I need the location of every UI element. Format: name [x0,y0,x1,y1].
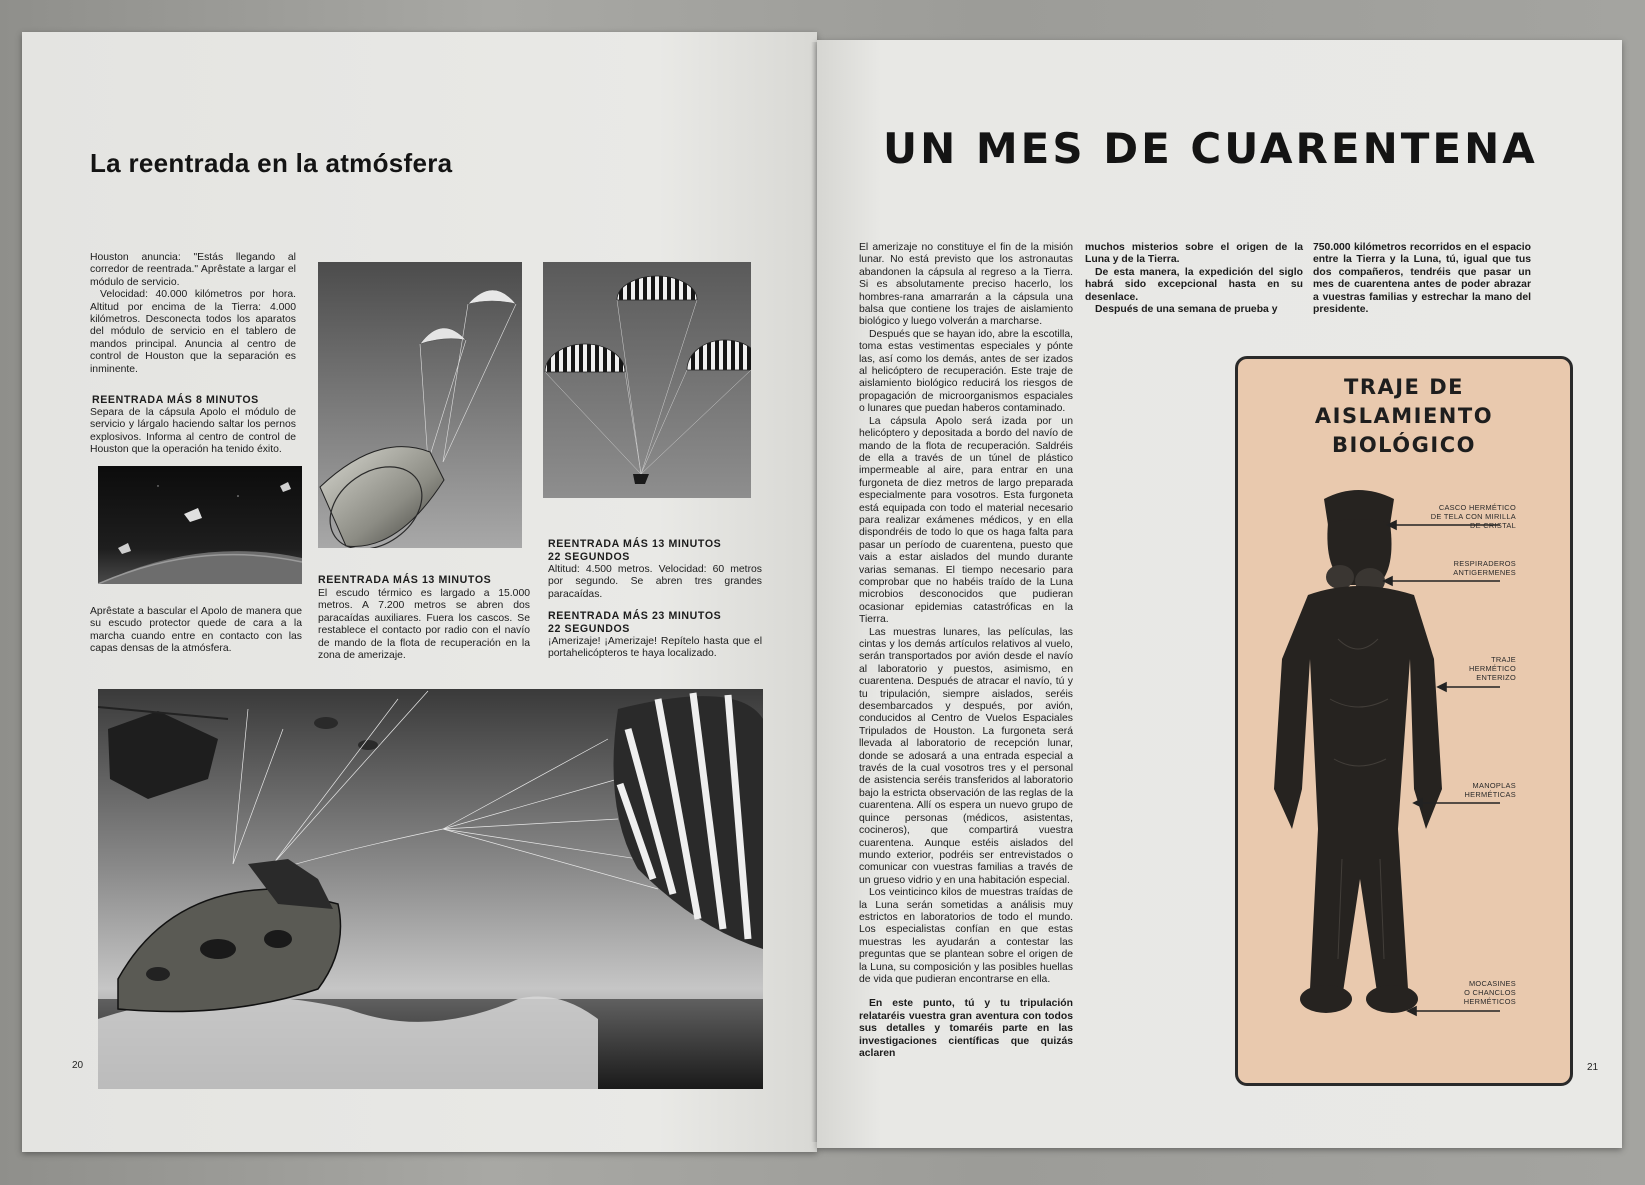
intro-paragraph: Velocidad: 40.000 kilómetros por hora. Altitud por encima de la Tierra: 4.000 kilómetros. Desconecta todos los aparatos del módulo de servicio en el tablero de mandos principal. Anuncia al centro de control de Houston que la separación es inminente. [90,289,296,375]
article-paragraph: Los veinticinco kilos de muestras traídas de la Luna serán sometidas a análisis muy estrictos en laboratorios de todo el mundo. Los especialistas confían en que estas muestras les ayudarán a contestar las preguntas que se plantean sobre el origen de la Luna, su composición y las posibles huellas de vida que pudieran encontrarse en ella. [859,887,1073,985]
article-paragraph: En este punto, tú y tu tripulación relataréis vuestra gran aventura con todos sus detalles y tomaréis parte en las investigaciones científicas que quizás aclaren [859,998,1073,1059]
article-paragraph: muchos misterios sobre el origen de la Luna y de la Tierra. [1085,242,1303,266]
article-column-1 [859,242,1073,1060]
callout-line: RESPIRADEROS [1453,559,1516,568]
article-column-2 [1085,242,1303,316]
section-heading-line: 22 SEGUNDOS [548,622,630,635]
left-page-title: La reentrada en la atmósfera [90,148,453,178]
section-text: ¡Amerizaje! ¡Amerizaje! Repítelo hasta que el portahelicópteros te haya localizado. [548,636,762,660]
article-column-3 [1313,242,1531,316]
article-paragraph: Las muestras lunares, las películas, las cintas y los demás artículos relativos al vuelo, serán transportados por avión desde el navío al laboratorio y puestos, asimismo, en cuarentena. Después de atracar el navío, tú y tu tripulación, siempre aislados, seréis desembarcados y después, por avión, conducidos al Centro de Vuelos Espaciales Tripulados de Houston. La furgoneta será llevada al laboratorio de recepción lunar, donde se adosará a una entrada especial a través de la cual vosotros tres y el personal de asistencia seréis transferidos al laboratorio bajo la estricta observación de las reglas de la cuarentena. Allí os espera un nuevo grupo de quince personas (médicos, asistentas, cocineros), que compartirá vuestra cuarentena. Aunque estéis aislados del mundo exterior, podréis ser entrevistados o comunicar con vuestras familias a través de un grueso vidrio y en una habitación especial. [859,626,1073,886]
splashdown-illustration [98,689,763,1089]
callout-line: HERMÉTICAS [1464,790,1516,799]
callout-boots [1464,979,1516,1006]
callout-gloves [1465,781,1516,799]
left-page [22,32,817,1152]
callout-line: DE CRISTAL [1470,521,1516,530]
main-parachutes-photo [543,262,751,498]
section-text: El escudo térmico es largado a 15.000 metros. A 7.200 metros se abren dos paracaídas auxiliares. Fuera los cascos. Se restablece el contacto por radio con el navío de mando de la flota de recuperación en la zona de amerizaje. [318,588,530,662]
callout-line: TRAJE [1491,655,1516,664]
section-heading [548,610,762,635]
isolation-suit-figure [1238,359,1573,1086]
article-paragraph: De esta manera, la expedición del siglo habrá sido excepcional hasta en su desenlace. [1085,266,1303,303]
section-heading-line: REENTRADA MÁS 23 MINUTOS [548,610,722,622]
right-page [817,40,1622,1148]
article-paragraph: El amerizaje no constituye el fin de la misión lunar. No está previsto que los astronautas abandonen la cápsula al regreso a la Tierra. Si es absolutamente preciso hacerlo, los hombres-rana amarrarán a la cápsula una balsa que contiene los trajes de aislamiento biológico y luego volverán a marcharse. [859,242,1073,328]
right-page-title: UN MES DE CUARENTENA [883,124,1538,173]
drogue-parachutes-photo [318,262,522,548]
callout-line: HERMÉTICOS [1463,997,1516,1006]
callout-helmet [1431,503,1516,530]
section-heading: REENTRADA MÁS 8 MINUTOS [92,394,259,406]
section-heading-line: 22 SEGUNDOS [548,550,630,563]
page-number: 20 [72,1060,84,1071]
callout-line: CASCO HERMÉTICO [1438,503,1516,512]
section-heading: REENTRADA MÁS 13 MINUTOS [318,574,492,586]
callout-respirators [1453,559,1516,577]
intro-text [90,252,296,376]
section-heading-line: REENTRADA MÁS 13 MINUTOS [548,538,722,550]
isolation-suit-box [1235,356,1573,1086]
callout-line: DE TELA CON MIRILLA [1430,512,1516,521]
callout-line: MANOPLAS [1472,781,1516,790]
section-text: Altitud: 4.500 metros. Velocidad: 60 metros por segundo. Se abren tres grandes paracaídas. [548,564,762,600]
section-text: Separa de la cápsula Apolo el módulo de servicio y lárgalo haciendo saltar los pernos explosivos. Informa al centro de control de Houston que la operación ha tenido éxito. [90,407,296,456]
callout-line: ANTIGERMENES [1453,568,1516,577]
article-paragraph: 750.000 kilómetros recorridos en el espacio entre la Tierra y la Luna, tú, igual que tus dos compañeros, tendréis que pasar un mes de cuarentena antes de poder abrazar a vuestras familias y estrechar la mano del presidente. [1313,242,1531,316]
callout-line: MOCASINES [1468,979,1516,988]
callout-line: HERMÉTICO [1468,664,1516,673]
page-number: 21 [1587,1062,1599,1073]
section-heading [548,538,762,563]
intro-paragraph: Houston anuncia: "Estás llegando al corredor de reentrada." Aprêstate a largar el módulo de servicio. [90,252,296,288]
callout-line: O CHANCLOS [1464,988,1516,997]
bascular-text: Aprêstate a bascular el Apolo de manera que su escudo protector quede de cara a la marcha cuando entre en contacto con las capas densas de la atmósfera. [90,606,302,655]
suit-box-title-line: TRAJE DE [1344,375,1464,399]
suit-box-title-line: AISLAMIENTO [1314,404,1494,428]
separation-photo [98,466,302,584]
article-paragraph: Después de una semana de prueba y [1095,304,1278,316]
magazine-spread [22,32,1622,1152]
article-paragraph: La cápsula Apolo será izada por un helicóptero y depositada a bordo del navío de mando de la flota de recuperación. Saldréis de ella a través de un túnel de plástico impermeable al aire, para entrar en una furgoneta de diez metros de largo preparada especialmente para vosotros. Esta furgoneta está equipada con todo el material necesario para realizar exámenes médicos, y en ella dispondréis de todo lo que os haga falta para pasar un período de cuarentena, puesto que vais a estar aislados del mundo durante varias semanas. El tiempo necesario para comprobar que no habéis traído de la Luna microbios desconocidos que pudieran ocasionar epidemias catastróficas en la Tierra. [859,415,1073,626]
callout-line: ENTERIZO [1476,673,1516,682]
suit-box-title-line: BIOLÓGICO [1332,433,1476,457]
callout-suit [1469,655,1516,682]
article-paragraph: Después que se hayan ido, abre la escotilla, toma estas vestimentas especiales y pónte las, así como los demás, antes de ser izados al helicóptero de recuperación. Este traje de aislamiento biológico reducirá los riesgos de propagación de microorganismos espaciales o lunares que puedan haberos contaminado. [859,328,1073,415]
